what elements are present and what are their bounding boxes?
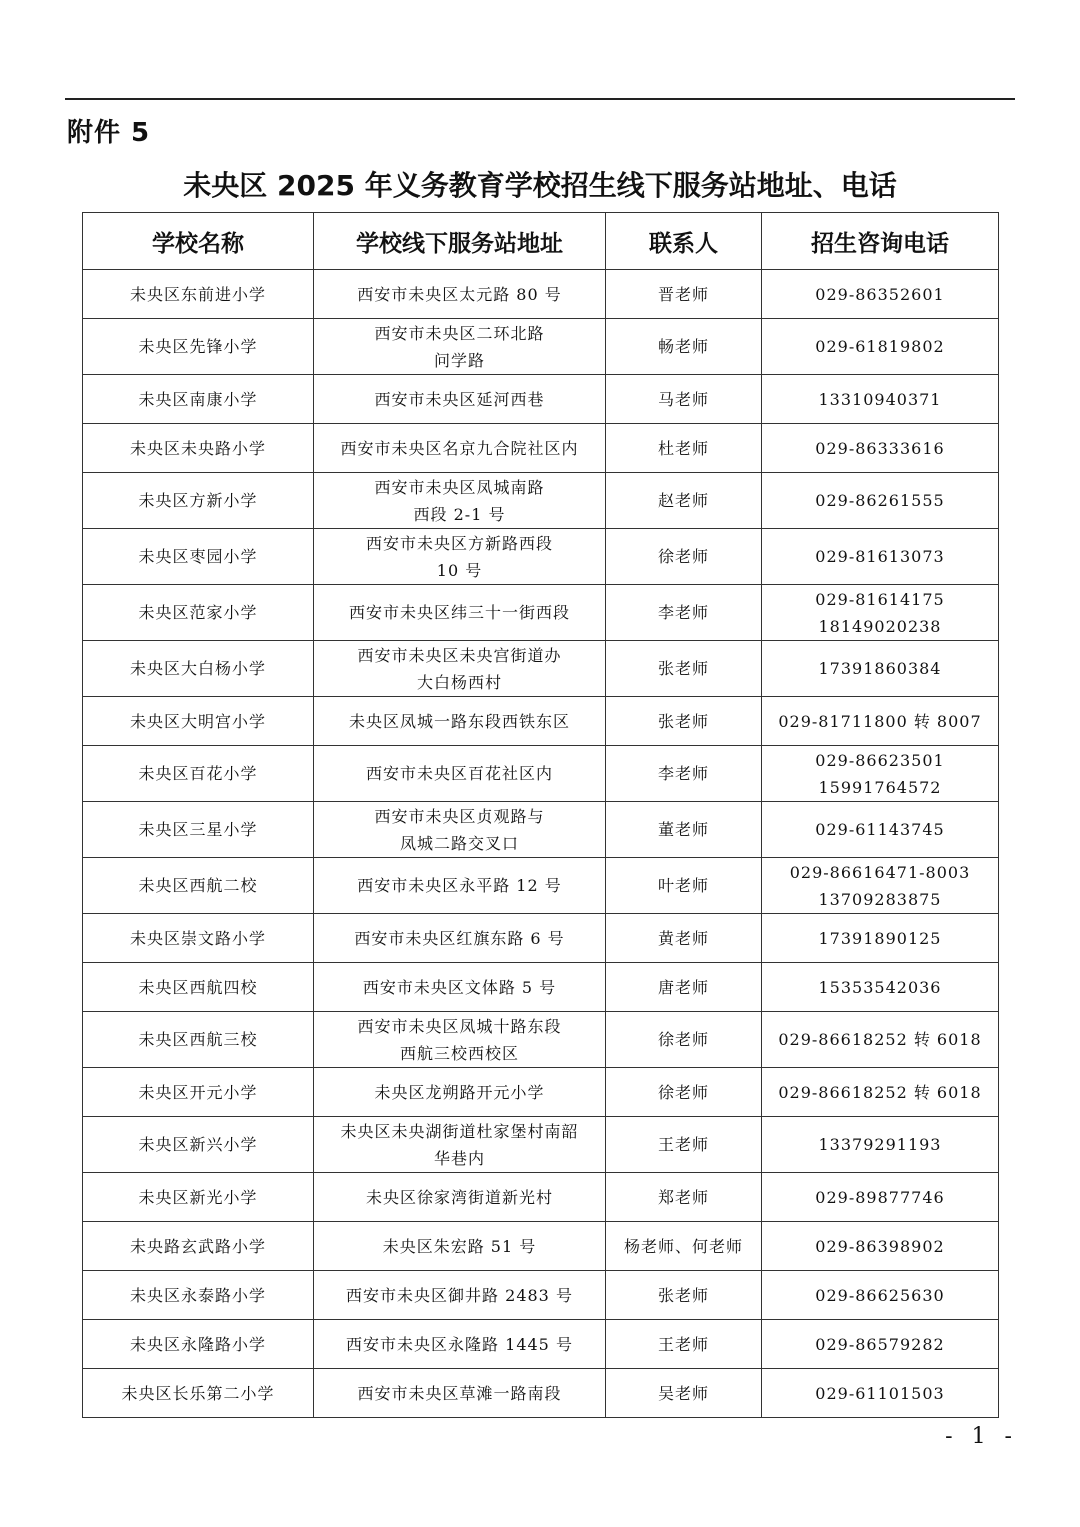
address-cell bbox=[314, 319, 606, 375]
address-line: 西安市未央区御井路 2483 号 bbox=[346, 1285, 573, 1305]
contact-cell: 杨老师、何老师 bbox=[606, 1222, 762, 1271]
address-line: 西安市未央区未央宫街道办 bbox=[357, 645, 562, 665]
phone-line: 029-81613073 bbox=[815, 547, 945, 566]
school-name-cell: 未央区方新小学 bbox=[83, 473, 314, 529]
contact-cell: 张老师 bbox=[606, 641, 762, 697]
phone-line: 029-81711800 转 8007 bbox=[778, 711, 982, 731]
phone-cell bbox=[762, 858, 999, 914]
contact-cell: 马老师 bbox=[606, 375, 762, 424]
address-cell bbox=[314, 585, 606, 641]
contact-cell: 叶老师 bbox=[606, 858, 762, 914]
address-cell bbox=[314, 270, 606, 319]
phone-line: 029-86398902 bbox=[815, 1236, 945, 1256]
school-name-cell: 未央区未央路小学 bbox=[83, 424, 314, 473]
phone-cell bbox=[762, 802, 999, 858]
table-row bbox=[83, 697, 999, 746]
phone-line: 029-89877746 bbox=[815, 1187, 945, 1207]
header-phone: 招生咨询电话 bbox=[762, 213, 999, 270]
school-table bbox=[82, 212, 999, 1418]
address-line: 西安市未央区凤城十路东段 bbox=[357, 1016, 562, 1036]
phone-cell bbox=[762, 375, 999, 424]
address-line: 西安市未央区永隆路 1445 号 bbox=[346, 1334, 573, 1354]
address-line: 西安市未央区太元路 80 号 bbox=[357, 284, 562, 304]
page-number: - 1 - bbox=[945, 1424, 1018, 1449]
address-line: 华巷内 bbox=[433, 1148, 485, 1168]
address-line: 西安市未央区永平路 12 号 bbox=[357, 876, 562, 895]
phone-cell bbox=[762, 473, 999, 529]
address-line: 未央区凤城一路东段西铁东区 bbox=[348, 711, 570, 731]
contact-cell: 李老师 bbox=[606, 585, 762, 641]
header-rule bbox=[65, 98, 1015, 100]
school-name-cell: 未央路玄武路小学 bbox=[83, 1222, 314, 1271]
table-row bbox=[83, 1068, 999, 1117]
address-line: 大白杨西村 bbox=[416, 672, 502, 692]
school-name-cell: 未央区西航三校 bbox=[83, 1012, 314, 1068]
contact-cell: 黄老师 bbox=[606, 914, 762, 963]
phone-line: 029-86625630 bbox=[815, 1285, 945, 1305]
phone-line: 17391860384 bbox=[818, 659, 942, 678]
address-line: 西安市未央区凤城南路 bbox=[374, 477, 545, 497]
table-header-row bbox=[83, 213, 999, 270]
table-row bbox=[83, 1117, 999, 1173]
table-row bbox=[83, 424, 999, 473]
phone-line: 13379291193 bbox=[818, 1135, 942, 1154]
school-name-cell: 未央区西航二校 bbox=[83, 858, 314, 914]
address-line: 西安市未央区延河西巷 bbox=[374, 389, 545, 409]
phone-line: 029-86616471-8003 bbox=[789, 862, 971, 882]
address-cell bbox=[314, 1222, 606, 1271]
address-cell bbox=[314, 1173, 606, 1222]
address-cell bbox=[314, 1012, 606, 1068]
address-line: 西安市未央区文体路 5 号 bbox=[362, 977, 557, 997]
header-school-name: 学校名称 bbox=[83, 213, 314, 270]
address-cell bbox=[314, 1117, 606, 1173]
school-name-cell: 未央区东前进小学 bbox=[83, 270, 314, 319]
contact-cell: 徐老师 bbox=[606, 1068, 762, 1117]
contact-cell: 畅老师 bbox=[606, 319, 762, 375]
table-row bbox=[83, 473, 999, 529]
table-row bbox=[83, 1320, 999, 1369]
school-name-cell: 未央区大白杨小学 bbox=[83, 641, 314, 697]
phone-line: 18149020238 bbox=[818, 616, 942, 636]
address-line: 西安市未央区贞观路与 bbox=[374, 806, 545, 826]
table-row bbox=[83, 375, 999, 424]
address-cell bbox=[314, 914, 606, 963]
contact-cell: 王老师 bbox=[606, 1117, 762, 1173]
school-name-cell: 未央区南康小学 bbox=[83, 375, 314, 424]
phone-cell bbox=[762, 1271, 999, 1320]
table-body bbox=[83, 270, 999, 1418]
phone-cell bbox=[762, 319, 999, 375]
school-name-cell: 未央区永泰路小学 bbox=[83, 1271, 314, 1320]
address-cell bbox=[314, 641, 606, 697]
address-line: 西航三校西校区 bbox=[399, 1043, 519, 1063]
table-row bbox=[83, 1271, 999, 1320]
table-row bbox=[83, 963, 999, 1012]
contact-cell: 吴老师 bbox=[606, 1369, 762, 1418]
phone-cell bbox=[762, 1173, 999, 1222]
school-name-cell: 未央区三星小学 bbox=[83, 802, 314, 858]
phone-cell bbox=[762, 914, 999, 963]
contact-cell: 徐老师 bbox=[606, 529, 762, 585]
school-name-cell: 未央区大明宫小学 bbox=[83, 697, 314, 746]
table-row bbox=[83, 746, 999, 802]
school-name-cell: 未央区范家小学 bbox=[83, 585, 314, 641]
address-line: 西安市未央区二环北路 bbox=[374, 323, 545, 343]
phone-line: 029-86618252 转 6018 bbox=[778, 1030, 982, 1049]
phone-cell bbox=[762, 1369, 999, 1418]
phone-line: 029-81614175 bbox=[815, 589, 945, 609]
table-row bbox=[83, 1222, 999, 1271]
header-contact: 联系人 bbox=[606, 213, 762, 270]
address-cell bbox=[314, 963, 606, 1012]
school-name-cell: 未央区枣园小学 bbox=[83, 529, 314, 585]
address-cell bbox=[314, 375, 606, 424]
address-line: 西安市未央区纬三十一街西段 bbox=[348, 603, 570, 622]
address-line: 未央区龙朔路开元小学 bbox=[374, 1082, 545, 1102]
table-row bbox=[83, 1012, 999, 1068]
contact-cell: 董老师 bbox=[606, 802, 762, 858]
school-name-cell: 未央区百花小学 bbox=[83, 746, 314, 802]
school-name-cell: 未央区崇文路小学 bbox=[83, 914, 314, 963]
phone-cell bbox=[762, 1068, 999, 1117]
table-row bbox=[83, 529, 999, 585]
phone-line: 029-61819802 bbox=[815, 337, 945, 356]
table-row bbox=[83, 802, 999, 858]
contact-cell: 王老师 bbox=[606, 1320, 762, 1369]
phone-line: 17391890125 bbox=[818, 928, 942, 948]
contact-cell: 晋老师 bbox=[606, 270, 762, 319]
address-line: 未央区朱宏路 51 号 bbox=[382, 1236, 537, 1256]
address-cell bbox=[314, 473, 606, 529]
contact-cell: 张老师 bbox=[606, 1271, 762, 1320]
phone-cell bbox=[762, 697, 999, 746]
table-row bbox=[83, 585, 999, 641]
address-line: 10 号 bbox=[436, 560, 483, 580]
contact-cell: 徐老师 bbox=[606, 1012, 762, 1068]
phone-line: 13310940371 bbox=[818, 389, 942, 409]
table-row bbox=[83, 1369, 999, 1418]
phone-line: 029-86618252 转 6018 bbox=[778, 1082, 982, 1102]
phone-cell bbox=[762, 585, 999, 641]
phone-cell bbox=[762, 1012, 999, 1068]
address-line: 未央区徐家湾街道新光村 bbox=[365, 1187, 553, 1207]
contact-cell: 李老师 bbox=[606, 746, 762, 802]
address-line: 凤城二路交叉口 bbox=[399, 833, 519, 853]
document-title: 未央区 2025 年义务教育学校招生线下服务站地址、电话 bbox=[183, 169, 897, 202]
contact-cell: 郑老师 bbox=[606, 1173, 762, 1222]
address-cell bbox=[314, 697, 606, 746]
attachment-label: 附件 5 bbox=[67, 118, 151, 148]
address-cell bbox=[314, 802, 606, 858]
phone-line: 15991764572 bbox=[818, 777, 942, 797]
phone-cell bbox=[762, 270, 999, 319]
phone-cell bbox=[762, 746, 999, 802]
phone-line: 029-61101503 bbox=[815, 1383, 945, 1403]
phone-cell bbox=[762, 1320, 999, 1369]
phone-line: 029-86333616 bbox=[815, 438, 945, 458]
school-name-cell: 未央区长乐第二小学 bbox=[83, 1369, 314, 1418]
school-name-cell: 未央区先锋小学 bbox=[83, 319, 314, 375]
school-name-cell: 未央区新兴小学 bbox=[83, 1117, 314, 1173]
school-name-cell: 未央区开元小学 bbox=[83, 1068, 314, 1117]
phone-line: 15353542036 bbox=[818, 977, 942, 997]
phone-cell bbox=[762, 424, 999, 473]
table-row bbox=[83, 319, 999, 375]
address-line: 西段 2-1 号 bbox=[413, 504, 506, 524]
address-cell bbox=[314, 746, 606, 802]
phone-line: 029-86352601 bbox=[815, 284, 945, 304]
contact-cell: 杜老师 bbox=[606, 424, 762, 473]
address-cell bbox=[314, 858, 606, 914]
phone-cell bbox=[762, 529, 999, 585]
address-cell bbox=[314, 529, 606, 585]
address-cell bbox=[314, 1320, 606, 1369]
phone-cell bbox=[762, 1117, 999, 1173]
address-line: 问学路 bbox=[433, 350, 485, 370]
contact-cell: 唐老师 bbox=[606, 963, 762, 1012]
phone-cell bbox=[762, 963, 999, 1012]
phone-line: 029-61143745 bbox=[815, 820, 945, 839]
phone-line: 029-86579282 bbox=[815, 1334, 945, 1354]
address-cell bbox=[314, 1068, 606, 1117]
address-line: 西安市未央区草滩一路南段 bbox=[357, 1383, 562, 1403]
phone-line: 13709283875 bbox=[818, 889, 942, 909]
table-row bbox=[83, 270, 999, 319]
phone-line: 029-86261555 bbox=[815, 491, 945, 510]
address-line: 西安市未央区红旗东路 6 号 bbox=[354, 928, 565, 948]
phone-cell bbox=[762, 641, 999, 697]
school-name-cell: 未央区永隆路小学 bbox=[83, 1320, 314, 1369]
table-row bbox=[83, 1173, 999, 1222]
address-cell bbox=[314, 424, 606, 473]
school-name-cell: 未央区新光小学 bbox=[83, 1173, 314, 1222]
address-cell bbox=[314, 1369, 606, 1418]
contact-cell: 赵老师 bbox=[606, 473, 762, 529]
table-row bbox=[83, 858, 999, 914]
header-address: 学校线下服务站地址 bbox=[314, 213, 606, 270]
table-row bbox=[83, 641, 999, 697]
phone-line: 029-86623501 bbox=[815, 750, 945, 770]
address-line: 未央区未央湖街道杜家堡村南韶 bbox=[340, 1121, 579, 1141]
school-name-cell: 未央区西航四校 bbox=[83, 963, 314, 1012]
address-cell bbox=[314, 1271, 606, 1320]
table-row bbox=[83, 914, 999, 963]
contact-cell: 张老师 bbox=[606, 697, 762, 746]
address-line: 西安市未央区百花社区内 bbox=[365, 764, 553, 783]
phone-cell bbox=[762, 1222, 999, 1271]
address-line: 西安市未央区名京九合院社区内 bbox=[340, 438, 579, 458]
address-line: 西安市未央区方新路西段 bbox=[365, 533, 553, 553]
